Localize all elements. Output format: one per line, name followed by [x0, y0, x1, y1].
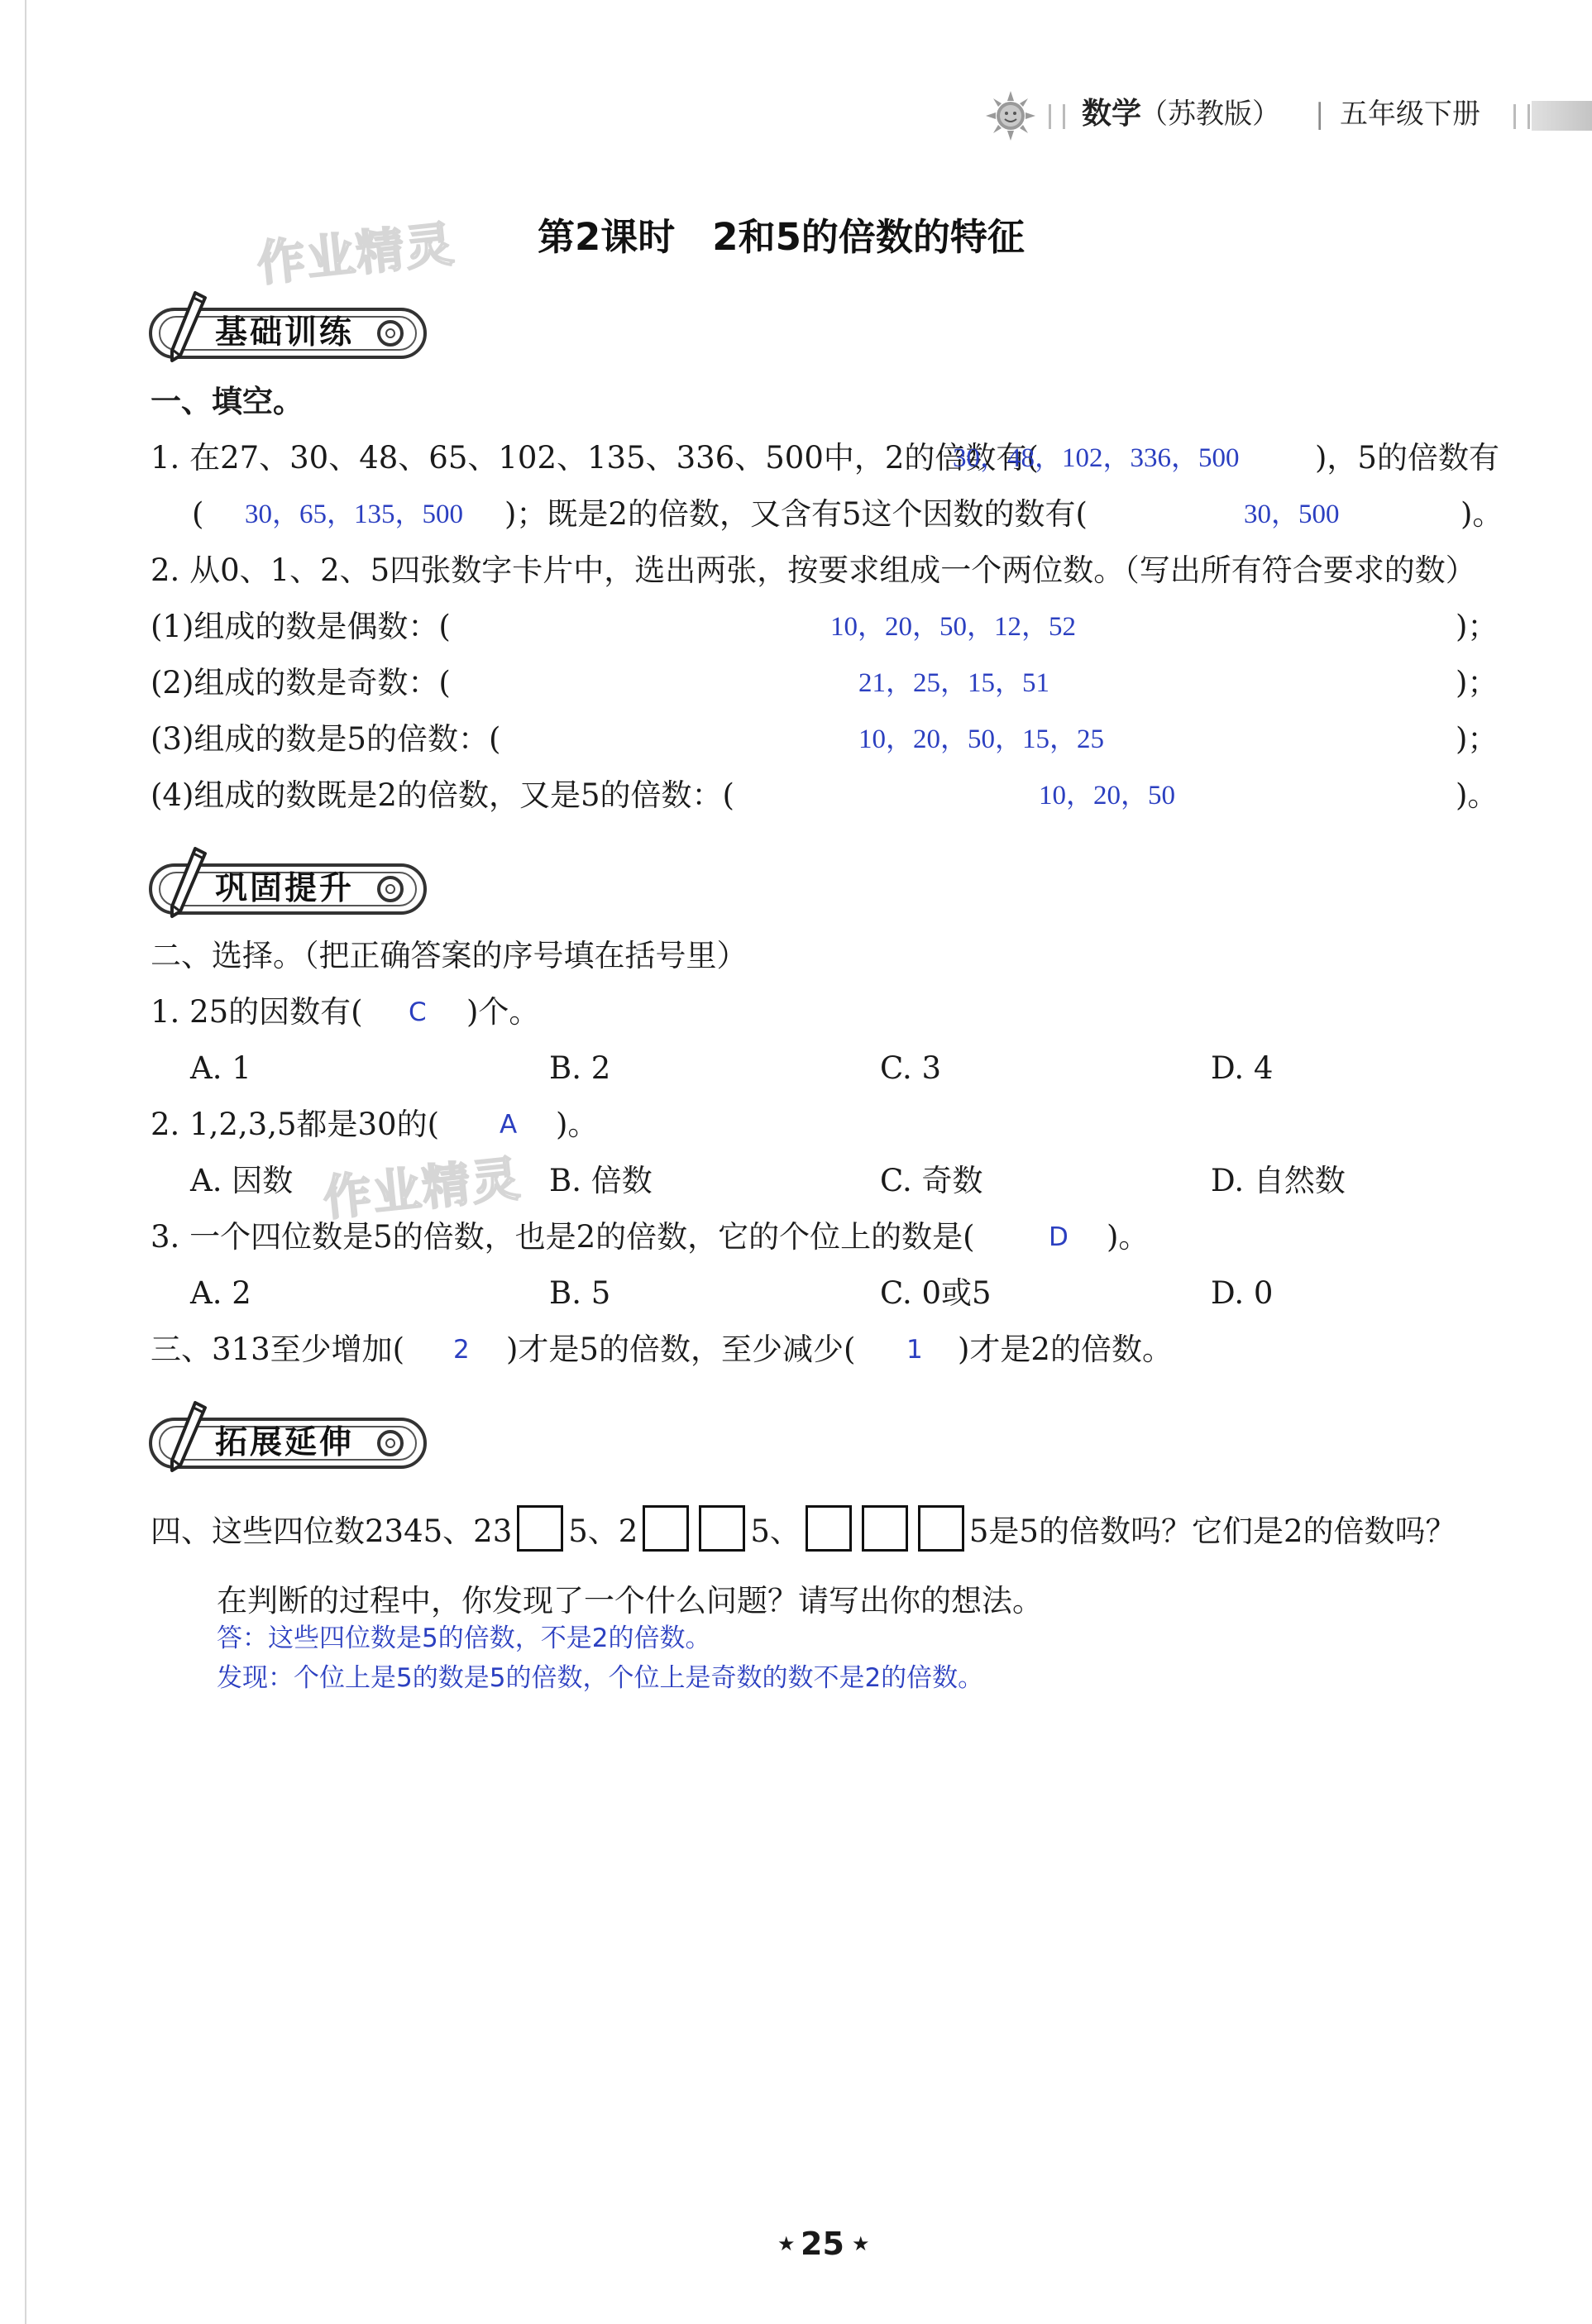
blank-box [643, 1505, 689, 1552]
header [984, 89, 1592, 142]
q2-item-end: )； [1456, 721, 1499, 757]
header-shade [1532, 101, 1592, 131]
option-c: C. 奇数 [880, 1163, 983, 1198]
part3-answer-1: 2 [453, 1335, 470, 1365]
part3-answer-2: 1 [906, 1335, 923, 1365]
option-d: D. 0 [1211, 1275, 1274, 1311]
ring-icon [377, 1430, 404, 1456]
q1-text-d: )；既是2的倍数，又含有5这个因数的数有( [504, 496, 1088, 532]
header-divider: | [1315, 98, 1325, 131]
q2-item-answer: 10，20，50 [1039, 781, 1175, 811]
option-c: C. 3 [880, 1050, 942, 1086]
part3-text-a: 三、313至少增加( [151, 1332, 405, 1367]
part4-text-d: 5是5的倍数吗？它们是2的倍数吗？ [968, 1513, 1456, 1549]
part2-q2 [151, 1102, 895, 1148]
section-tag-consolidate [149, 863, 430, 921]
q1-text-b: )，5的倍数有 [1315, 440, 1499, 476]
watermark-top: 作业精灵 [254, 215, 458, 293]
choice-stem-b: )。 [556, 1107, 599, 1142]
part1-q1-line1 [151, 435, 1507, 481]
q1-text-e: )。 [1461, 496, 1504, 532]
part2-q1 [151, 989, 895, 1035]
left-margin-line [25, 0, 26, 2324]
pencil-icon [162, 1399, 212, 1474]
q1-text-a: 1. 在27、30、48、65、102、135、336、500中，2的倍数有( [151, 440, 1039, 476]
q2-item-label: (2)组成的数是奇数：( [151, 665, 451, 701]
choice-answer: D [1049, 1222, 1069, 1252]
star-icon: ★ [852, 2232, 870, 2255]
part3-text-b: )才是5的倍数，至少减少( [506, 1332, 856, 1367]
option-b: B. 2 [549, 1050, 611, 1086]
part4-line2: 在判断的过程中，你发现了一个什么问题？请写出你的想法。 [217, 1583, 1043, 1619]
page-footer [777, 2223, 877, 2269]
q2-item-end: )。 [1456, 777, 1499, 813]
choice-stem-b: )。 [1107, 1219, 1150, 1255]
pencil-icon [162, 845, 212, 920]
q2-item-label: (1)组成的数是偶数：( [151, 609, 451, 644]
section-tag-basic [149, 308, 430, 366]
section-label-consolidate: 巩固提升 [215, 870, 355, 907]
choice-stem-a: 3. 一个四位数是5的倍数，也是2的倍数，它的个位上的数是( [151, 1219, 975, 1255]
choice-stem-a: 1. 25的因数有( [151, 994, 363, 1030]
choice-answer: C [409, 997, 427, 1027]
q2-item-answer: 10，20，50，12，52 [830, 612, 1076, 642]
q1-answer-1: 30，48，102，336，500 [953, 443, 1240, 473]
option-a: A. 1 [190, 1050, 251, 1086]
q2-item-end: )； [1456, 609, 1499, 644]
q1-answer-2: 30，65，135，500 [245, 500, 463, 529]
part1-heading: 一、填空。 [151, 384, 304, 419]
page-number: 25 [801, 2226, 844, 2262]
header-edition: （苏教版） [1140, 98, 1280, 131]
part3-text-c: )才是2的倍数。 [958, 1332, 1173, 1367]
q1-answer-3: 30，500 [1244, 500, 1340, 529]
blank-box [918, 1505, 964, 1552]
choice-answer: A [500, 1110, 518, 1140]
option-a: A. 因数 [190, 1163, 294, 1198]
q2-item-2 [151, 660, 1507, 706]
blank-box [517, 1505, 563, 1552]
q1-text-c: ( [192, 496, 204, 532]
pencil-icon [162, 289, 212, 364]
choice-stem-b: )个。 [466, 994, 540, 1030]
option-c: C. 0或5 [880, 1275, 992, 1311]
option-b: B. 倍数 [549, 1163, 653, 1198]
header-grade: 五年级下册 [1340, 98, 1480, 131]
part4-answer-1: 答：这些四位数是5的倍数，不是2的倍数。 [217, 1623, 711, 1653]
section-label-basic: 基础训练 [215, 314, 355, 351]
q2-item-answer: 10，20，50，15，25 [858, 724, 1104, 754]
ring-icon [377, 876, 404, 902]
blank-box [699, 1505, 745, 1552]
ring-icon [377, 320, 404, 347]
option-d: D. 自然数 [1211, 1163, 1346, 1198]
lesson-title: 第2课时 2和5的倍数的特征 [538, 215, 1025, 259]
header-bars-left [1049, 104, 1065, 129]
option-d: D. 4 [1211, 1050, 1274, 1086]
header-subject: 数学 [1082, 97, 1142, 131]
part3-question [151, 1327, 1391, 1373]
q2-item-answer: 21，25，15，51 [858, 668, 1049, 698]
option-b: B. 5 [549, 1275, 611, 1311]
watermark-middle: 作业精灵 [320, 1150, 524, 1227]
blank-box [806, 1505, 852, 1552]
part1-q2-stem: 2. 从0、1、2、5四张数字卡片中，选出两张，按要求组成一个两位数。（写出所有符合要求的数） [151, 552, 1476, 588]
section-tag-extend [149, 1418, 430, 1475]
part2-heading: 二、选择。（把正确答案的序号填在括号里） [151, 938, 748, 973]
blank-box [862, 1505, 908, 1552]
option-a: A. 2 [190, 1275, 251, 1311]
part2-q3 [151, 1214, 1308, 1260]
part4-question [151, 1505, 1573, 1555]
q2-item-end: )； [1456, 665, 1499, 701]
q2-item-label: (3)组成的数是5的倍数：( [151, 721, 501, 757]
q2-item-1 [151, 604, 1507, 650]
q2-item-3 [151, 716, 1507, 763]
choice-stem-a: 2. 1,2,3,5都是30的( [151, 1107, 440, 1142]
q2-item-4 [151, 772, 1507, 819]
part4-text-b: 5、2 [568, 1513, 638, 1549]
header-bars-right [1513, 104, 1530, 129]
q2-item-label: (4)组成的数既是2的倍数，又是5的倍数：( [151, 777, 734, 813]
part4-text-a: 四、这些四位数2345、23 [151, 1513, 513, 1549]
part4-answer-2: 发现：个位上是5的数是5的倍数，个位上是奇数的数不是2的倍数。 [217, 1663, 984, 1693]
section-label-extend: 拓展延伸 [215, 1424, 355, 1461]
star-icon: ★ [777, 2232, 796, 2255]
part4-text-c: 5、 [750, 1513, 801, 1549]
sun-icon [984, 89, 1037, 142]
